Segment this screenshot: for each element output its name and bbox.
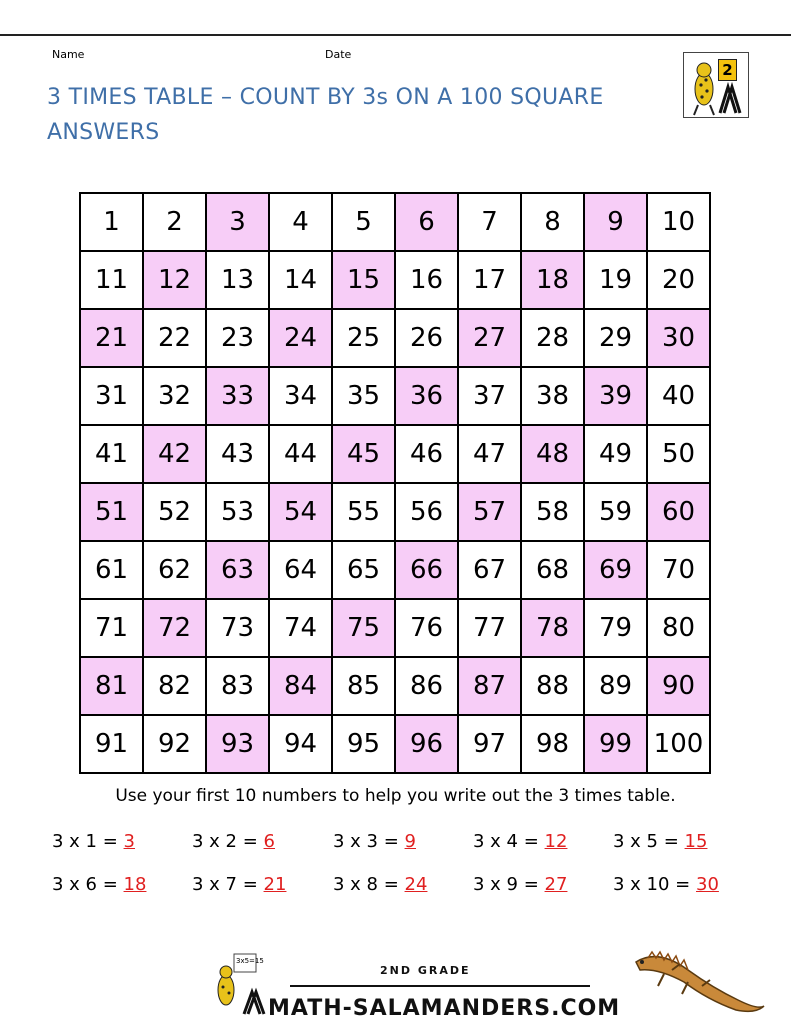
equation-question: 3 x 1 = <box>52 831 118 852</box>
grid-row <box>80 425 710 483</box>
grid-cell: 46 <box>395 425 458 483</box>
grid-row <box>80 541 710 599</box>
grid-cell: 67 <box>458 541 521 599</box>
grid-cell-highlighted: 3 <box>206 193 269 251</box>
grid-cell-highlighted: 63 <box>206 541 269 599</box>
grid-cell: 43 <box>206 425 269 483</box>
equation-answer: 9 <box>404 831 416 852</box>
footer-rule <box>290 985 590 987</box>
grid-cell: 53 <box>206 483 269 541</box>
grid-cell-highlighted: 15 <box>332 251 395 309</box>
grid-cell: 89 <box>584 657 647 715</box>
equation-question: 3 x 6 = <box>52 874 118 895</box>
grid-cell: 56 <box>395 483 458 541</box>
grid-cell: 59 <box>584 483 647 541</box>
equation <box>333 874 427 895</box>
grid-cell-highlighted: 12 <box>143 251 206 309</box>
equation <box>473 831 567 852</box>
grid-row <box>80 715 710 773</box>
instructions: Use your first 10 numbers to help you write out the 3 times table. <box>115 786 676 806</box>
grid-cell-highlighted: 54 <box>269 483 332 541</box>
grid-cell: 98 <box>521 715 584 773</box>
header-rule <box>0 34 791 36</box>
grid-cell: 28 <box>521 309 584 367</box>
grid-cell: 92 <box>143 715 206 773</box>
grid-cell: 71 <box>80 599 143 657</box>
grid-cell: 77 <box>458 599 521 657</box>
grid-cell: 35 <box>332 367 395 425</box>
salamander-logo <box>683 52 749 118</box>
name-label: Name <box>52 48 85 61</box>
grid-cell-highlighted: 87 <box>458 657 521 715</box>
newt-illustration-icon <box>628 940 768 1020</box>
grid-cell: 4 <box>269 193 332 251</box>
grid-cell: 68 <box>521 541 584 599</box>
equation-question: 3 x 9 = <box>473 874 539 895</box>
grid-cell: 5 <box>332 193 395 251</box>
grid-row <box>80 483 710 541</box>
footer-site-link[interactable]: MATH-SALAMANDERS.COM <box>268 996 621 1021</box>
grid-cell-highlighted: 99 <box>584 715 647 773</box>
grid-cell: 58 <box>521 483 584 541</box>
grid-cell-highlighted: 27 <box>458 309 521 367</box>
grid-cell: 61 <box>80 541 143 599</box>
equation <box>613 874 719 895</box>
grid-cell-highlighted: 21 <box>80 309 143 367</box>
equation-question: 3 x 4 = <box>473 831 539 852</box>
page-subtitle: ANSWERS <box>47 120 160 145</box>
grid-cell: 31 <box>80 367 143 425</box>
equation-answer: 15 <box>684 831 708 852</box>
equation-answer: 6 <box>263 831 275 852</box>
grid-cell-highlighted: 24 <box>269 309 332 367</box>
grade-badge: 2 <box>718 59 737 81</box>
grid-cell-highlighted: 57 <box>458 483 521 541</box>
equation-answer: 12 <box>544 831 568 852</box>
grid-cell: 100 <box>647 715 710 773</box>
footer-grade: 2ND GRADE <box>380 964 471 977</box>
grid-cell: 73 <box>206 599 269 657</box>
grid-cell: 25 <box>332 309 395 367</box>
equation <box>613 831 707 852</box>
grid-cell-highlighted: 75 <box>332 599 395 657</box>
grid-cell-highlighted: 66 <box>395 541 458 599</box>
grid-cell: 40 <box>647 367 710 425</box>
grid-cell: 7 <box>458 193 521 251</box>
grid-cell: 79 <box>584 599 647 657</box>
equation <box>52 874 146 895</box>
grid-cell-highlighted: 36 <box>395 367 458 425</box>
date-label: Date <box>325 48 352 61</box>
grid-cell: 17 <box>458 251 521 309</box>
equation-question: 3 x 8 = <box>333 874 399 895</box>
grid-cell-highlighted: 33 <box>206 367 269 425</box>
grid-cell: 94 <box>269 715 332 773</box>
grid-row <box>80 657 710 715</box>
equation-answer: 24 <box>404 874 428 895</box>
grid-cell: 52 <box>143 483 206 541</box>
grid-cell-highlighted: 93 <box>206 715 269 773</box>
grid-cell: 44 <box>269 425 332 483</box>
grid-cell: 8 <box>521 193 584 251</box>
equation-question: 3 x 7 = <box>192 874 258 895</box>
equation <box>333 831 416 852</box>
grid-cell: 14 <box>269 251 332 309</box>
grid-cell: 32 <box>143 367 206 425</box>
equation-question: 3 x 3 = <box>333 831 399 852</box>
grid-cell-highlighted: 42 <box>143 425 206 483</box>
equation <box>52 831 135 852</box>
grid-cell: 83 <box>206 657 269 715</box>
grid-cell: 62 <box>143 541 206 599</box>
grid-row <box>80 599 710 657</box>
grid-cell-highlighted: 72 <box>143 599 206 657</box>
equation <box>192 831 275 852</box>
salamander-mascot-icon <box>684 53 748 117</box>
grid-cell: 95 <box>332 715 395 773</box>
grid-cell-highlighted: 45 <box>332 425 395 483</box>
grid-cell: 80 <box>647 599 710 657</box>
grid-cell-highlighted: 48 <box>521 425 584 483</box>
grid-cell-highlighted: 90 <box>647 657 710 715</box>
grid-cell: 10 <box>647 193 710 251</box>
grid-cell: 82 <box>143 657 206 715</box>
grid-cell: 20 <box>647 251 710 309</box>
grid-row <box>80 193 710 251</box>
grid-cell: 64 <box>269 541 332 599</box>
grid-cell-highlighted: 84 <box>269 657 332 715</box>
grid-cell: 47 <box>458 425 521 483</box>
grid-cell: 91 <box>80 715 143 773</box>
grid-cell: 97 <box>458 715 521 773</box>
grid-cell: 23 <box>206 309 269 367</box>
grid-cell: 26 <box>395 309 458 367</box>
grid-cell-highlighted: 51 <box>80 483 143 541</box>
grid-cell: 70 <box>647 541 710 599</box>
grid-cell: 50 <box>647 425 710 483</box>
grid-cell-highlighted: 9 <box>584 193 647 251</box>
grid-cell: 38 <box>521 367 584 425</box>
grid-row <box>80 251 710 309</box>
grid-cell-highlighted: 78 <box>521 599 584 657</box>
grid-cell: 65 <box>332 541 395 599</box>
equation-question: 3 x 2 = <box>192 831 258 852</box>
equation <box>192 874 286 895</box>
grid-cell: 13 <box>206 251 269 309</box>
grid-cell-highlighted: 96 <box>395 715 458 773</box>
grid-cell: 22 <box>143 309 206 367</box>
grid-cell: 29 <box>584 309 647 367</box>
grid-cell: 41 <box>80 425 143 483</box>
grid-cell-highlighted: 39 <box>584 367 647 425</box>
equation <box>473 874 567 895</box>
grid-cell: 11 <box>80 251 143 309</box>
equation-answer: 30 <box>696 874 719 895</box>
grid-cell: 88 <box>521 657 584 715</box>
grid-cell: 85 <box>332 657 395 715</box>
grid-cell: 2 <box>143 193 206 251</box>
grid-cell: 1 <box>80 193 143 251</box>
grid-row <box>80 367 710 425</box>
grid-cell-highlighted: 18 <box>521 251 584 309</box>
equation-question: 3 x 5 = <box>613 831 679 852</box>
grid-cell-highlighted: 69 <box>584 541 647 599</box>
grid-cell: 16 <box>395 251 458 309</box>
page-title: 3 TIMES TABLE – COUNT BY 3s ON A 100 SQUARE <box>47 85 604 110</box>
grid-cell-highlighted: 60 <box>647 483 710 541</box>
grid-cell: 19 <box>584 251 647 309</box>
equation-answer: 27 <box>544 874 568 895</box>
grid-cell: 74 <box>269 599 332 657</box>
footer-board-text: 3x5=15 <box>236 957 264 965</box>
equation-question: 3 x 10 = <box>613 874 691 895</box>
grid-cell: 49 <box>584 425 647 483</box>
grid-cell: 37 <box>458 367 521 425</box>
grid-cell-highlighted: 30 <box>647 309 710 367</box>
grid-cell: 76 <box>395 599 458 657</box>
equation-answer: 21 <box>263 874 287 895</box>
grid-cell-highlighted: 6 <box>395 193 458 251</box>
grid-row <box>80 309 710 367</box>
grid-cell-highlighted: 81 <box>80 657 143 715</box>
equation-answer: 3 <box>123 831 135 852</box>
grid-cell: 34 <box>269 367 332 425</box>
grid-cell: 86 <box>395 657 458 715</box>
grid-cell: 55 <box>332 483 395 541</box>
equation-answer: 18 <box>123 874 147 895</box>
hundred-square <box>79 192 711 774</box>
